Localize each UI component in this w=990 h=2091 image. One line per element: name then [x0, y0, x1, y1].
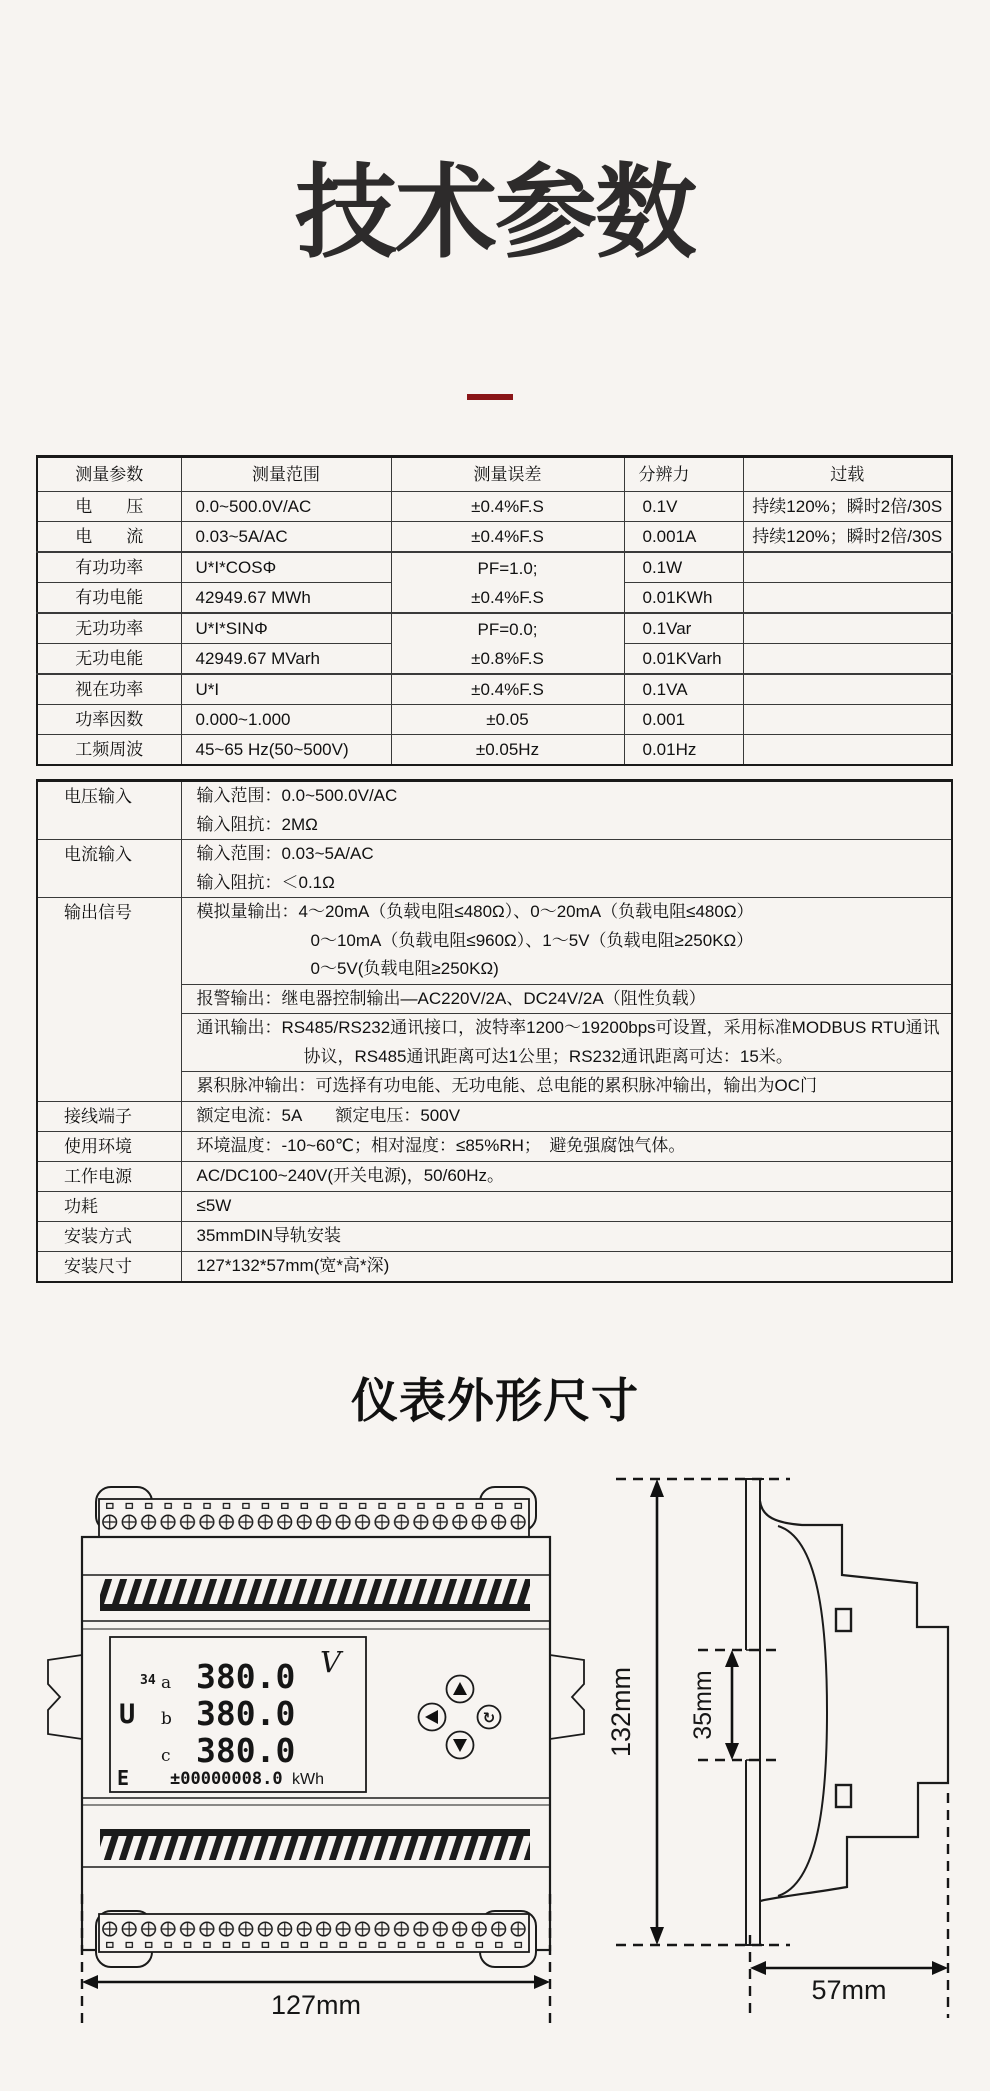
content-line: AC/DC100~240V(开关电源)，50/60Hz。	[196, 1165, 505, 1185]
row-label: 电流输入	[37, 840, 181, 898]
cell-range: 0.03~5A/AC	[181, 522, 391, 553]
cell-error: ±0.4%F.S	[391, 492, 624, 522]
side-profile	[760, 1501, 948, 1901]
content-line: 输入阻抗：＜0.1Ω	[196, 872, 335, 892]
rail-dimension	[689, 1650, 778, 1760]
cell-resolution: 0.1Var	[624, 613, 743, 644]
side-view	[743, 1479, 948, 1945]
cover-curve	[778, 1526, 827, 1896]
row-label: 电压输入	[37, 781, 181, 840]
header-param: 测量参数	[37, 457, 181, 492]
detail-row-dimensions	[37, 1251, 952, 1282]
title-underline	[467, 394, 513, 400]
arrow-head-bottom	[725, 1743, 739, 1760]
content-line: 累积脉冲输出：可选择有功电能、无功电能、总电能的累积脉冲输出，输出为OC门	[196, 1076, 817, 1095]
lcd-voltage-b: 380.0	[196, 1694, 296, 1733]
row-label: 接线端子	[37, 1101, 181, 1131]
content-line: ≤5W	[196, 1195, 232, 1215]
front-view	[48, 1487, 584, 1967]
content-line: 通讯输出：RS485/RS232通讯接口，波特率1200～19200bps可设置，采用标准MODBUS RTU通讯	[196, 1018, 940, 1037]
arrow-head-bottom	[650, 1927, 664, 1945]
cell-param: 电 压	[37, 492, 181, 522]
error-line-2: ±0.8%F.S	[471, 648, 544, 668]
cell-param: 有功电能	[37, 583, 181, 614]
cell-range: 45~65 Hz(50~500V)	[181, 735, 391, 766]
spec-row-active-power	[37, 552, 952, 583]
sub-pulse-output	[182, 1071, 952, 1101]
cell-param: 功率因数	[37, 705, 181, 735]
cell-overload	[743, 674, 952, 705]
terminal-screws-top	[100, 1500, 528, 1536]
content-line: 输入阻抗：2MΩ	[196, 814, 318, 834]
cell-error: ±0.4%F.S	[391, 522, 624, 553]
row-content	[181, 781, 952, 840]
cell-error-merged	[391, 613, 624, 674]
width-label: 127mm	[270, 1990, 362, 2020]
cell-overload	[743, 552, 952, 583]
detail-row-environment	[37, 1131, 952, 1161]
arrow-head-right	[534, 1975, 550, 1989]
spec-row-current	[37, 522, 952, 553]
header-overload: 过载	[743, 457, 952, 492]
section-title-dimensions: 仪表外形尺寸	[351, 1374, 639, 1427]
cell-resolution: 0.01KWh	[624, 583, 743, 614]
cell-resolution: 0.1V	[624, 492, 743, 522]
content-line: 报警输出：继电器控制输出—AC220V/2A、DC24V/2A（阻性负载）	[196, 988, 706, 1008]
cell-resolution: 0.1W	[624, 552, 743, 583]
detail-spec-table	[36, 779, 953, 1283]
cell-range: U*I*SINΦ	[181, 613, 391, 644]
cell-error-merged	[391, 552, 624, 613]
cell-overload	[743, 613, 952, 644]
din-clip-right	[550, 1655, 584, 1739]
dimension-diagram	[0, 1441, 990, 2086]
terminal-screws-bottom	[100, 1915, 528, 1951]
detail-row-output-signal	[37, 898, 952, 1102]
lcd-voltage-a: 380.0	[196, 1657, 296, 1696]
content-line: 127*132*57mm(宽*高*深)	[196, 1255, 390, 1275]
cell-overload	[743, 644, 952, 675]
header-range: 测量范围	[181, 457, 391, 492]
arrow-head-left	[82, 1975, 98, 1989]
cell-range: U*I*COSΦ	[181, 552, 391, 583]
lcd-voltage-c: 380.0	[196, 1731, 296, 1770]
cell-param: 无功功率	[37, 613, 181, 644]
row-label: 安装尺寸	[37, 1251, 181, 1282]
cell-param: 电 流	[37, 522, 181, 553]
content-line: 模拟量输出：4～20mA（负载电阻≤480Ω）、0～20mA（负载电阻≤480Ω）	[196, 902, 754, 921]
content-line: 输入范围：0.0~500.0V/AC	[196, 786, 398, 805]
content-line: 输入范围：0.03~5A/AC	[196, 844, 374, 863]
lcd-phase-c-label: c	[161, 1746, 171, 1766]
cell-overload: 持续120%；瞬时2倍/30S	[743, 522, 952, 553]
lcd-phase-b-label: b	[161, 1709, 172, 1729]
spec-row-frequency	[37, 735, 952, 766]
vent-top	[100, 1579, 530, 1605]
cell-overload	[743, 583, 952, 614]
latch-detail-bottom	[836, 1785, 851, 1807]
measurement-spec-table	[36, 455, 953, 766]
detail-row-power-supply	[37, 1161, 952, 1191]
content-line: 0～5V(负载电阻≥250KΩ)	[310, 959, 499, 978]
lcd-energy-label: E	[117, 1766, 130, 1790]
row-label: 功耗	[37, 1191, 181, 1221]
content-line: 环境温度：-10~60℃；相对湿度：≤85%RH； 避免强腐蚀气体。	[196, 1135, 686, 1155]
content-line: 0～10mA（负载电阻≤960Ω）、1～5V（负载电阻≥250KΩ）	[310, 930, 754, 950]
height-label: 132mm	[606, 1666, 636, 1758]
row-label: 输出信号	[37, 898, 181, 1102]
error-line-1: PF=1.0;	[477, 558, 538, 578]
lcd-phase-mode: 34	[140, 1673, 156, 1688]
rail-label: 35mm	[689, 1670, 717, 1740]
content-line: 35mmDIN导轨安装	[196, 1225, 342, 1245]
row-label: 使用环境	[37, 1131, 181, 1161]
cell-error: ±0.4%F.S	[391, 674, 624, 705]
cell-resolution: 0.001	[624, 705, 743, 735]
spec-row-reactive-power	[37, 613, 952, 644]
row-content	[181, 840, 952, 898]
row-label: 安装方式	[37, 1221, 181, 1251]
cell-range: 42949.67 MVarh	[181, 644, 391, 675]
header-error: 测量误差	[391, 457, 624, 492]
detail-row-voltage-input	[37, 781, 952, 840]
cell-resolution: 0.01KVarh	[624, 644, 743, 675]
cell-overload	[743, 735, 952, 766]
detail-row-terminals	[37, 1101, 952, 1131]
lcd-volt-unit: V	[320, 1645, 341, 1679]
cell-error: ±0.05Hz	[391, 735, 624, 766]
sub-alarm-output	[182, 984, 952, 1014]
arrow-head-left	[750, 1961, 766, 1975]
content-line: 协议，RS485通讯距离可达1公里；RS232通讯距离可达：15米。	[303, 1046, 793, 1066]
detail-row-current-input	[37, 840, 952, 898]
error-line-2: ±0.4%F.S	[471, 587, 544, 607]
row-label: 工作电源	[37, 1161, 181, 1191]
depth-label: 57mm	[811, 1975, 887, 2005]
arrow-head-right	[932, 1961, 948, 1975]
sub-analog-output	[182, 898, 952, 984]
cell-param: 有功功率	[37, 552, 181, 583]
spec-row-power-factor	[37, 705, 952, 735]
din-clip-left	[48, 1655, 82, 1739]
enter-icon: ↻	[482, 1710, 496, 1727]
spec-row-apparent-power	[37, 674, 952, 705]
rail-groove-step	[746, 1650, 760, 1760]
cell-overload: 持续120%；瞬时2倍/30S	[743, 492, 952, 522]
page-title: 技术参数	[295, 156, 695, 270]
cell-resolution: 0.1VA	[624, 674, 743, 705]
header-resolution: 分辨力	[624, 457, 743, 492]
cell-resolution: 0.01Hz	[624, 735, 743, 766]
cell-param: 视在功率	[37, 674, 181, 705]
spec-row-voltage	[37, 492, 952, 522]
cell-param: 无功电能	[37, 644, 181, 675]
lcd-u-symbol: U	[119, 1699, 136, 1730]
vent-bottom	[100, 1836, 530, 1860]
cell-range: 0.000~1.000	[181, 705, 391, 735]
vent-bottom-bar	[100, 1829, 530, 1836]
cell-range: 0.0~500.0V/AC	[181, 492, 391, 522]
lcd-phase-a-label: a	[161, 1673, 172, 1693]
latch-detail-top	[836, 1609, 851, 1631]
sub-comm-output	[182, 1013, 952, 1071]
detail-row-consumption	[37, 1191, 952, 1221]
cell-overload	[743, 705, 952, 735]
cell-error: ±0.05	[391, 705, 624, 735]
cell-range: U*I	[181, 674, 391, 705]
detail-row-mounting	[37, 1221, 952, 1251]
lcd-energy-value: ±00000008.0	[170, 1769, 283, 1789]
content-line: 额定电流：5A 额定电压：500V	[196, 1105, 461, 1125]
error-line-1: PF=0.0;	[477, 619, 538, 639]
arrow-head-top	[650, 1479, 664, 1497]
cell-range: 42949.67 MWh	[181, 583, 391, 614]
cell-resolution: 0.001A	[624, 522, 743, 553]
lcd-energy-unit: kWh	[292, 1771, 324, 1788]
arrow-head-top	[725, 1650, 739, 1667]
spec-header-row	[37, 457, 952, 492]
cell-param: 工频周波	[37, 735, 181, 766]
row-content	[181, 898, 952, 1102]
vent-top-bar	[100, 1604, 530, 1611]
